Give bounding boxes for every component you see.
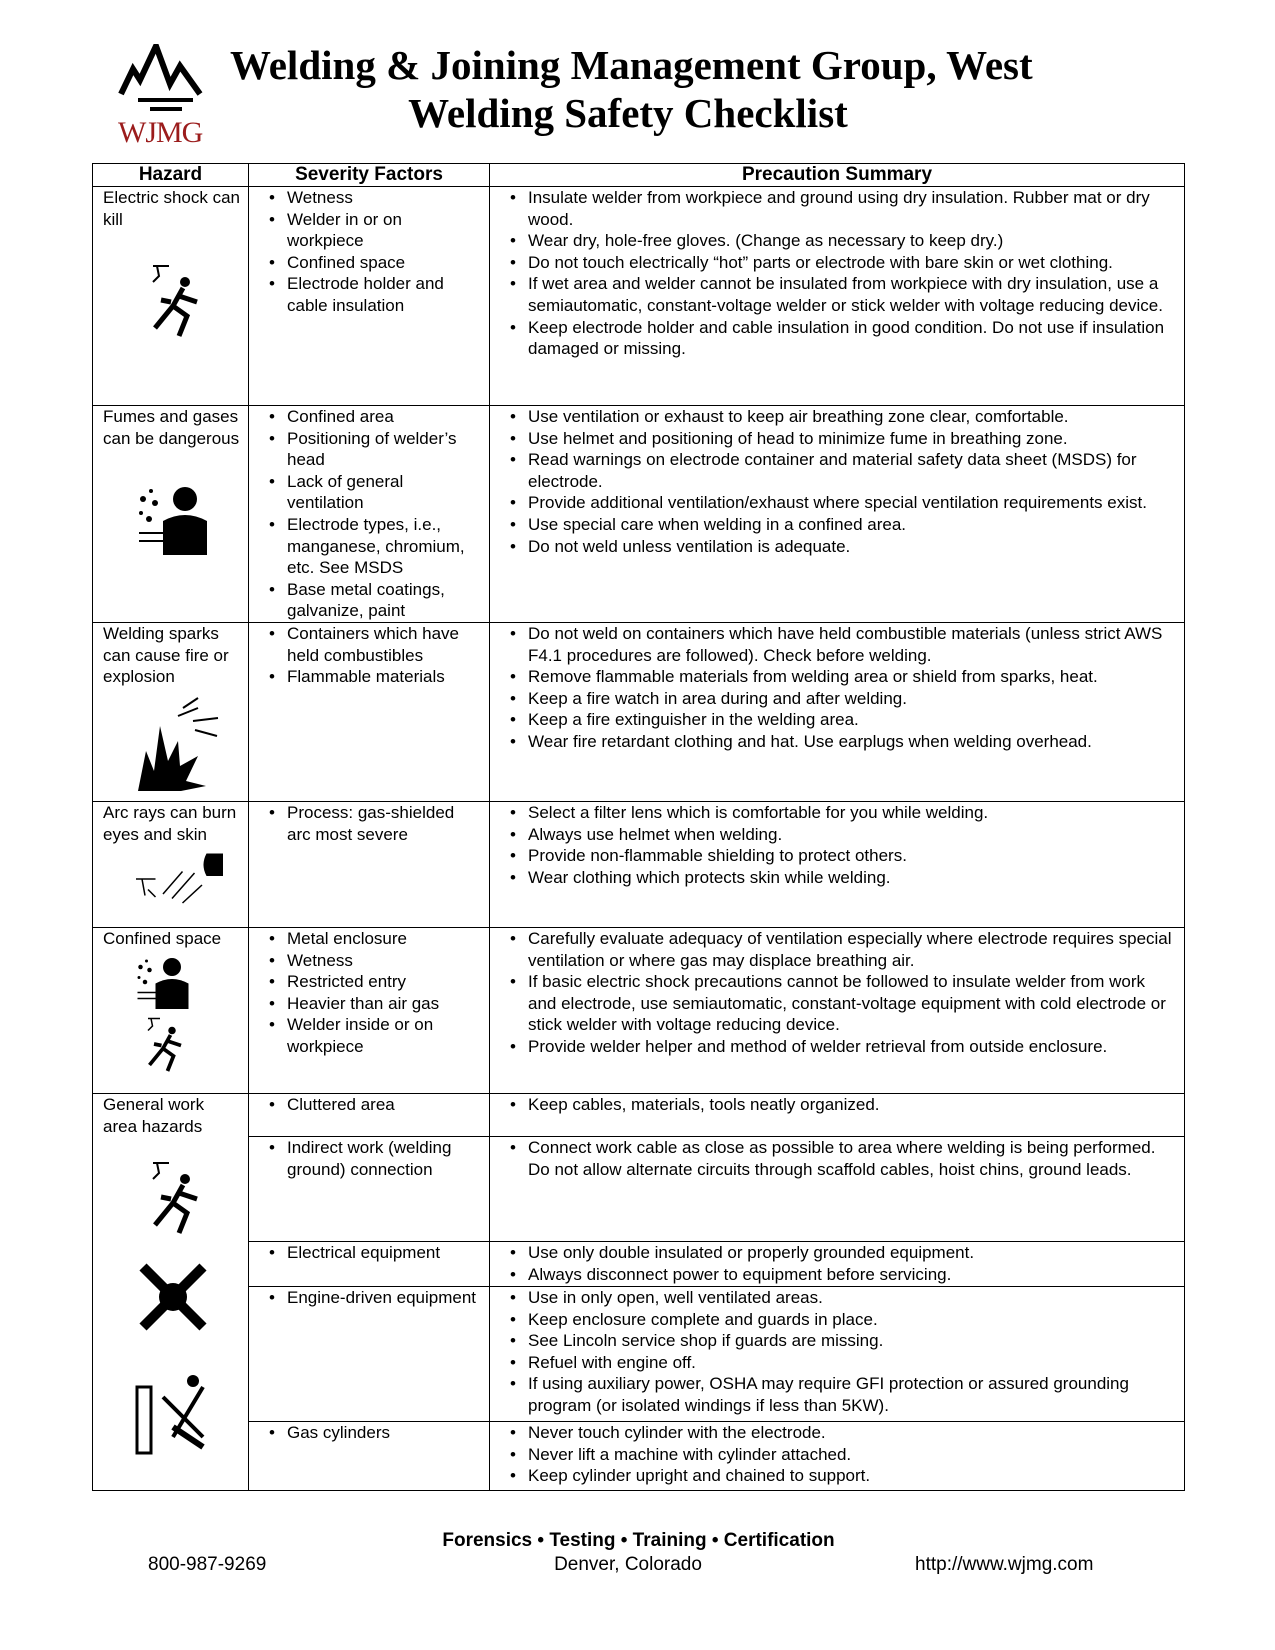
precaution-item: • Do not touch electrically “hot” parts or electrode with bare skin or wet clothing.: [518, 252, 1176, 274]
precaution-item: • Read warnings on electrode container and material safety data sheet (MSDS) for electrode.: [518, 449, 1176, 492]
severity-factor: • Wetness: [277, 187, 481, 209]
mountain-logo-icon: [118, 44, 213, 114]
severity-factor: • Electrode types, i.e., manganese, chromium, etc. See MSDS: [277, 514, 481, 579]
precaution-item: • Connect work cable as close as possible to area where welding is being performed. Do not allow alternate circuits through scaffold cables, hoist chins, ground leads.: [518, 1137, 1176, 1180]
precaution-item: • See Lincoln service shop if guards are missing.: [518, 1330, 1176, 1352]
precaution-item: • Keep enclosure complete and guards in place.: [518, 1309, 1176, 1331]
precaution-item: • Use ventilation or exhaust to keep air breathing zone clear, comfortable.: [518, 406, 1176, 428]
arc-rays-icon: [133, 849, 240, 909]
severity-factor: • Welder inside or on workpiece: [277, 1014, 481, 1057]
precaution-item: • Never lift a machine with cylinder attached.: [518, 1444, 1176, 1466]
precaution-item: • Provide non-flammable shielding to protect others.: [518, 845, 1176, 867]
wjmg-logo: [118, 44, 218, 154]
precaution-item: • Select a filter lens which is comfortable for you while welding.: [518, 802, 1176, 824]
precaution-item: • Keep a fire watch in area during and after welding.: [518, 688, 1176, 710]
electrical-icon: [133, 1257, 240, 1337]
precaution-item: • Refuel with engine off.: [518, 1352, 1176, 1374]
precaution-item: • Use only double insulated or properly grounded equipment.: [518, 1242, 1176, 1264]
explosion-icon: [133, 696, 240, 796]
severity-factor: • Flammable materials: [277, 666, 481, 688]
footer-location: Denver, Colorado: [554, 1553, 702, 1575]
electric-shock-icon: [133, 260, 240, 340]
col-severity: Severity Factors: [249, 164, 490, 187]
severity-factor: • Engine-driven equipment: [277, 1287, 481, 1309]
table-row: [93, 1241, 1185, 1286]
table-row: [93, 801, 1185, 927]
severity-factor: • Confined space: [277, 252, 481, 274]
engine-icon: [133, 1367, 240, 1457]
table-row: [93, 622, 1185, 801]
precaution-item: • If wet area and welder cannot be insulated from workpiece with dry insulation, use a semiautomatic, constant-voltage welder or stick welder with voltage reducing device.: [518, 273, 1176, 316]
severity-factor: • Welder in or on workpiece: [277, 209, 481, 252]
severity-factor: • Lack of general ventilation: [277, 471, 481, 514]
precaution-item: • Keep electrode holder and cable insulation in good condition. Do not use if insulation damaged or missing.: [518, 317, 1176, 360]
footer-url[interactable]: http://www.wjmg.com: [915, 1553, 1094, 1575]
table-row: [93, 406, 1185, 623]
severity-factor: • Process: gas-shielded arc most severe: [277, 802, 481, 845]
severity-factor: • Wetness: [277, 950, 481, 972]
precaution-item: • Use special care when welding in a confined area.: [518, 514, 1176, 536]
precaution-item: • Always disconnect power to equipment before servicing.: [518, 1264, 1176, 1286]
hazard-label: Welding sparks can cause fire or explosion: [103, 623, 229, 687]
table-row: [93, 1286, 1185, 1421]
footer: [92, 1530, 1185, 1578]
hazard-label: Arc rays can burn eyes and skin: [103, 802, 237, 844]
precaution-item: • Use in only open, well ventilated areas.: [518, 1287, 1176, 1309]
table-row: [93, 1093, 1185, 1136]
page-subtitle: Welding Safety Checklist: [408, 90, 848, 136]
severity-factor: • Base metal coatings, galvanize, paint: [277, 579, 481, 622]
severity-factor: • Heavier than air gas: [277, 993, 481, 1015]
main-content: [92, 163, 1185, 1578]
table-row: [93, 1136, 1185, 1241]
precaution-item: • Carefully evaluate adequacy of ventilation especially where electrode requires special ventilation or where gas may displace breathing air.: [518, 928, 1176, 971]
precaution-item: • Wear fire retardant clothing and hat. Use earplugs when welding overhead.: [518, 731, 1176, 753]
severity-factor: • Electrical equipment: [277, 1242, 481, 1264]
severity-factor: • Cluttered area: [277, 1094, 481, 1116]
precaution-item: • Remove flammable materials from welding area or shield from sparks, heat.: [518, 666, 1176, 688]
col-hazard: Hazard: [93, 164, 249, 187]
severity-factor: • Restricted entry: [277, 971, 481, 993]
table-row: [93, 187, 1185, 406]
precaution-item: • Provide welder helper and method of welder retrieval from outside enclosure.: [518, 1036, 1176, 1058]
hazard-label: General work area hazards: [103, 1094, 205, 1136]
precaution-item: • Insulate welder from workpiece and ground using dry insulation. Rubber mat or dry wood.: [518, 187, 1176, 230]
severity-factor: • Containers which have held combustibles: [277, 623, 481, 666]
col-precaution: Precaution Summary: [490, 164, 1185, 187]
precaution-item: • Do not weld unless ventilation is adequate.: [518, 536, 1176, 558]
precaution-item: • Wear clothing which protects skin while welding.: [518, 867, 1176, 889]
footer-services: Forensics • Testing • Training • Certification: [442, 1529, 835, 1551]
severity-factor: • Gas cylinders: [277, 1422, 481, 1444]
precaution-item: • If using auxiliary power, OSHA may require GFI protection or assured grounding program (or isolated windings if less than 5KW).: [518, 1373, 1176, 1416]
footer-phone: 800-987-9269: [148, 1553, 267, 1575]
hazard-label: Confined space: [103, 928, 222, 948]
hazard-label: Fumes and gases can be dangerous: [103, 407, 240, 448]
precaution-item: • Always use helmet when welding.: [518, 824, 1176, 846]
severity-factor: • Positioning of welder’s head: [277, 428, 481, 471]
page-title: Welding & Joining Management Group, West: [230, 42, 1033, 88]
table-row: [93, 1421, 1185, 1490]
precaution-item: • Never touch cylinder with the electrode.: [518, 1422, 1176, 1444]
precaution-item: • Keep cylinder upright and chained to support.: [518, 1465, 1176, 1487]
electric-shock-icon: [133, 1014, 240, 1074]
precaution-item: • Provide additional ventilation/exhaust where special ventilation requirements exist.: [518, 492, 1176, 514]
precaution-item: • Use helmet and positioning of head to minimize fume in breathing zone.: [518, 428, 1176, 450]
precaution-item: • Wear dry, hole-free gloves. (Change as necessary to keep dry.): [518, 230, 1176, 252]
precaution-item: • Do not weld on containers which have held combustible materials (unless strict AWS F4.1 procedures are followed). Check before welding.: [518, 623, 1176, 666]
logo-text: WJMG: [118, 116, 203, 149]
fumes-icon: [133, 952, 240, 1012]
checklist-table: [92, 163, 1185, 1491]
precaution-item: • Keep a fire extinguisher in the welding area.: [518, 709, 1176, 731]
fumes-icon: [133, 479, 240, 559]
table-row: [93, 927, 1185, 1093]
severity-factor: • Confined area: [277, 406, 481, 428]
severity-factor: • Indirect work (welding ground) connection: [277, 1137, 481, 1180]
severity-factor: • Electrode holder and cable insulation: [277, 273, 481, 316]
precaution-item: • Keep cables, materials, tools neatly organized.: [518, 1094, 1176, 1116]
hazard-label: Electric shock can kill: [103, 188, 240, 229]
electric-shock-icon: [133, 1157, 240, 1237]
severity-factor: • Metal enclosure: [277, 928, 481, 950]
precaution-item: • If basic electric shock precautions cannot be followed to insulate welder from work and electrode, use semiautomatic, constant-voltage equipment with cold electrode or stick welder with voltage reducing device.: [518, 971, 1176, 1036]
